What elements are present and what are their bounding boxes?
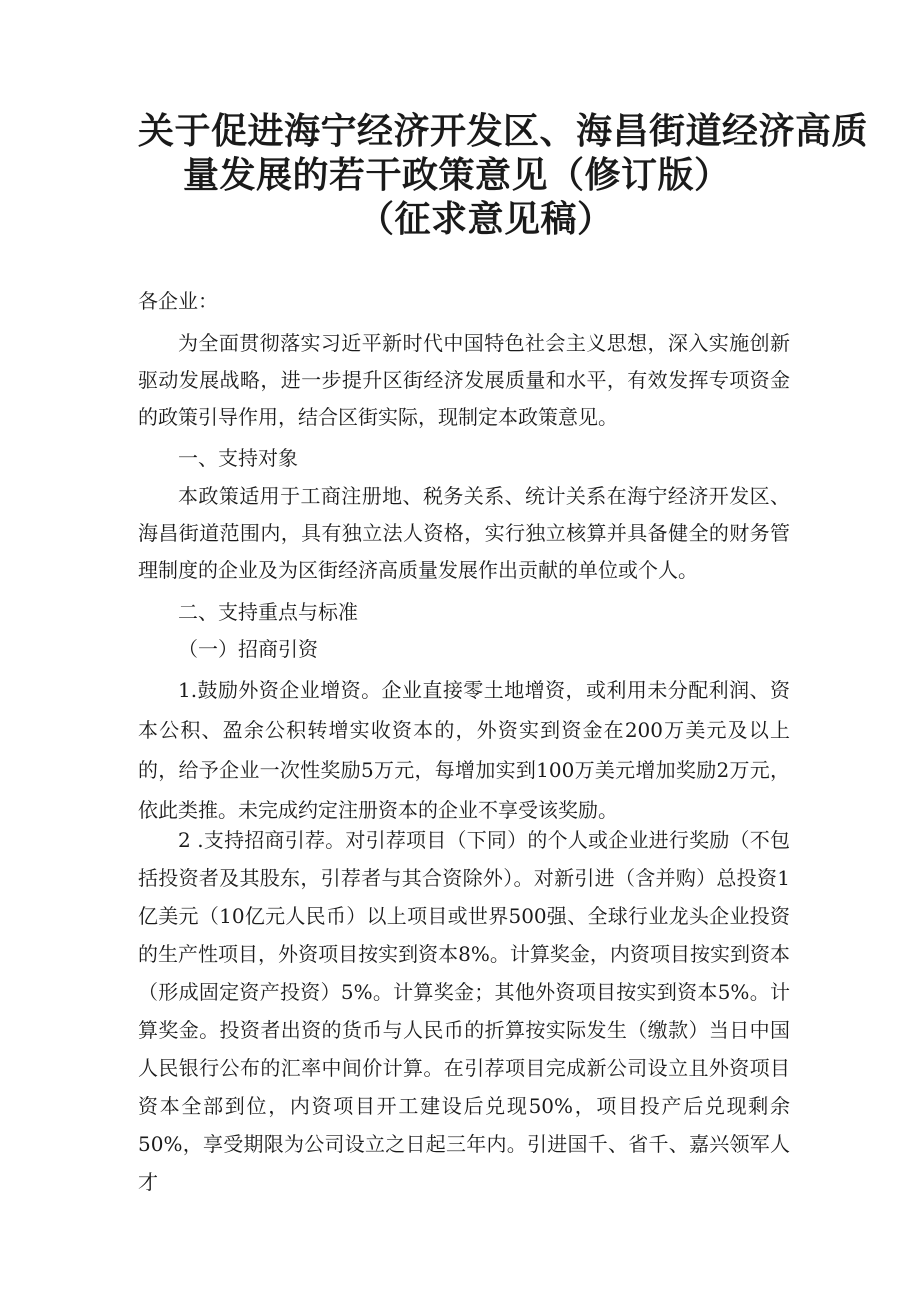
section-body-support-targets: 本政策适用于工商注册地、税务关系、统计关系在海宁经济开发区、海昌街道范围内，具有独立法人资格，实行独立核算并具备健全的财务管理制度的企业及为区街经济高质量发展作出贡献的单位或个人。: [138, 484, 790, 582]
policy-item-1: 1.鼓励外资企业增资。企业直接零土地增资，或利用未分配利润、资本公积、盈余公积转增实收资本的，外资实到资金在200万美元及以上的，给予企业一次性奖励5万元，每增加实到100万美元增加奖励2万元，依此类推。未完成约定注册资本的企业不享受该奖励。: [138, 678, 790, 822]
section-heading-support-targets: 一、支持对象: [178, 446, 298, 470]
salutation: 各企业：: [138, 289, 218, 313]
intro-paragraph: 为全面贯彻落实习近平新时代中国特色社会主义思想，深入实施创新驱动发展战略，进一步提升区街经济发展质量和水平，有效发挥专项资金的政策引导作用，结合区街实际，现制定本政策意见。: [138, 331, 790, 429]
document-title-line-1: 关于促进海宁经济开发区、海昌街道经济高质: [138, 111, 869, 152]
policy-item-2: 2 .支持招商引荐。对引荐项目（下同）的个人或企业进行奖励（不包括投资者及其股东，引荐者与其合资除外）。对新引进（含并购）总投资1亿美元（10亿元人民币）以上项目或世界500强、全球行业龙头企业投资的生产性项目，外资项目按实到资本8%。计算奖金，内资项目按实到资本（形成固定资产投资）5%。计算奖金；其他外资项目按实到资本5%。计算奖金。投资者出资的货币与人民币的折算按实际发生（缴款）当日中国人民银行公布的汇率中间价计算。在引荐项目完成新公司设立且外资项目资本全部到位，内资项目开工建设后兑现50%，项目投产后兑现剩余50%，享受期限为公司设立之日起三年内。引进国千、省千、嘉兴领军人才: [138, 828, 790, 1194]
document-title-line-2: 量发展的若干政策意见（修订版）: [183, 155, 731, 196]
subsection-heading-investment-promotion: （一）招商引资: [178, 637, 318, 661]
section-heading-support-standards: 二、支持重点与标准: [178, 600, 358, 624]
document-title-line-3: （征求意见稿）: [358, 199, 614, 240]
